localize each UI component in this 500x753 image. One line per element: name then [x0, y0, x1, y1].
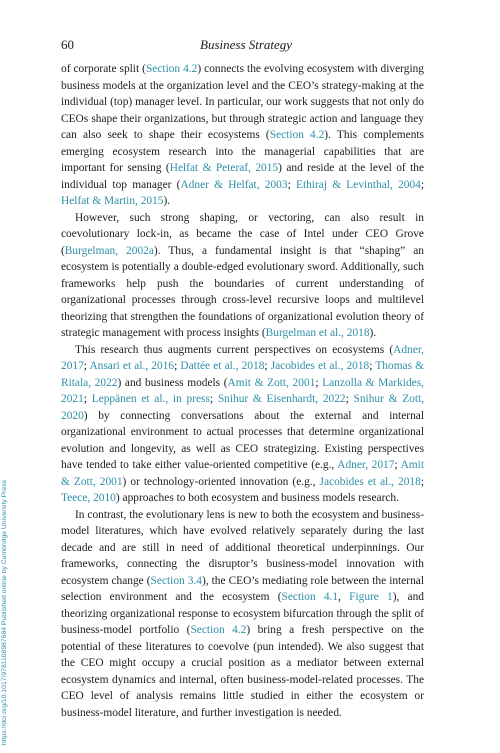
citation-link[interactable]: Lanzolla & Markides, 2021: [61, 376, 424, 405]
paragraph-text: ) connects the evolving ecosystem with diverging business models at the organization level and the CEO’s strategy-making at the individual (top) manager level. In particular, our work suggests that not only do CEOs shape their organizations, but through strategic action and language they can also seek to shape their ecosystems (: [61, 63, 425, 141]
publisher-note: Published online by Cambridge University Press: [1, 479, 8, 627]
paragraph-text: ,: [338, 591, 350, 603]
citation-link[interactable]: Thomas & Ritala, 2022: [61, 360, 425, 389]
citation-link[interactable]: Snihur & Zott, 2020: [61, 393, 425, 422]
paragraph-text: In contrast, the evolutionary lens is new to both the ecosystem and business-model literatures, which have evolved relatively separately during the last decade and are still in need of additional theoretical underpinnings. Our frameworks, connecting the disruptor’s business-model innovation with ecosystem change (: [61, 508, 424, 587]
citation-link[interactable]: Teece, 2010: [61, 492, 116, 504]
paragraph-text: ;: [315, 376, 323, 389]
citation-link[interactable]: Leppänen et al., in press: [91, 393, 210, 405]
citation-link[interactable]: Snihur & Eisenhardt, 2022: [217, 393, 346, 405]
citation-link[interactable]: Amit & Zott, 2001: [61, 459, 424, 488]
paragraph-text: ;: [174, 360, 181, 372]
paragraph-text: ;: [394, 459, 401, 471]
paragraph-text: ;: [420, 475, 424, 488]
body-text: [61, 61, 424, 721]
paragraph-text: However, such strong shaping, or vectoring, can also result in coevolutionary lock-in, as became the case of Intel under CEO Grove (: [61, 211, 424, 257]
citation-link[interactable]: Section 4.2: [269, 129, 325, 141]
paragraph-text: ) approaches to both ecosystem and business models research.: [115, 492, 399, 504]
paragraph-text: ;: [345, 393, 354, 405]
citation-link[interactable]: Adner, 2017: [337, 459, 395, 471]
paragraph-text: ). This complements emerging ecosystem research into the managerial capabilities that are important for sensing (: [61, 129, 424, 174]
citation-link[interactable]: Burgelman, 2002a: [64, 244, 154, 257]
side-note: [1, 480, 9, 745]
page-number: 60: [61, 37, 74, 52]
paragraph-text: ;: [369, 360, 376, 372]
paragraph-text: ;: [83, 393, 92, 405]
citation-link[interactable]: Dattée et al., 2018: [180, 360, 265, 372]
paragraph-text: ) or technology-oriented innovation (e.g.,: [122, 475, 320, 488]
citation-link[interactable]: Helfat & Peteraf, 2015: [169, 162, 279, 174]
paragraph: [61, 342, 424, 507]
citation-link[interactable]: Jacobides et al., 2018: [319, 475, 421, 488]
paragraph: [61, 507, 424, 722]
citation-link[interactable]: Ethiraj & Levinthal, 2004: [295, 178, 421, 191]
paragraph-text: ), and theorizing organizational response to ecosystem bifurcation through the split of business-model portfolio (: [61, 591, 424, 636]
citation-link[interactable]: Section 4.2: [190, 624, 247, 636]
citation-link[interactable]: Adner, 2017: [61, 343, 424, 372]
paragraph-text: ). Thus, a fundamental insight is that “shaping” an ecosystem is potentially a double-edged evolutionary sword. Additionally, such frameworks help push the boundaries of current understanding of organizational processes through cross-level recursive loops and multilevel theorizing that strengthen the foundations of organizational evolution theory of strategic management with process insights (: [61, 244, 424, 339]
citation-link[interactable]: Ansari et al., 2016: [89, 360, 175, 372]
paragraph-text: ;: [420, 178, 424, 191]
paragraph: [61, 61, 424, 210]
paragraph-text: ;: [264, 360, 271, 372]
citation-link[interactable]: Figure 1: [349, 591, 393, 603]
citation-link[interactable]: Amit & Zott, 2001: [227, 376, 316, 389]
citation-link[interactable]: Jacobides et al., 2018: [270, 360, 370, 372]
doi-link[interactable]: https://doi.org/10.1017/9781108987684: [1, 626, 8, 745]
citation-link[interactable]: Section 4.1: [281, 591, 339, 603]
paragraph-text: ;: [209, 393, 218, 405]
paragraph-text: ;: [287, 178, 296, 191]
paragraph-text: ) bring a fresh perspective on the potential of these literatures to coevolve (pun intended). We also suggest that the CEO might occupy a crucial position as a mediator between external ecosystem dynamics and internal, often business-model-related processes. The CEO level of analysis remains little studied in either the ecosystem or business-model literature, and further investigation is needed.: [61, 624, 424, 719]
paragraph-text: ).: [163, 195, 171, 207]
paragraph-text: ).: [369, 327, 377, 339]
paragraph: [61, 210, 424, 342]
citation-link[interactable]: Adner & Helfat, 2003: [180, 178, 288, 191]
citation-link[interactable]: Section 3.4: [150, 574, 202, 587]
paragraph-text: ) and business models (: [117, 376, 228, 389]
paragraph-text: ), the CEO’s mediating role between the internal selection environment and the ecosystem (: [61, 574, 424, 603]
citation-link[interactable]: Burgelman et al., 2018: [265, 327, 370, 339]
paragraph-text: of corporate split (: [61, 63, 146, 75]
paragraph-text: ) by connecting conversations about the external and internal organizational environment to actual processes that determine organizational evolution and longevity, as well as CEO strategizing. Existing perspectives have tended to take either value-oriented competitive (e.g.,: [61, 409, 424, 471]
paragraph-text: ;: [83, 360, 90, 372]
citation-link[interactable]: Section 4.2: [145, 63, 198, 75]
paragraph-text: This research thus augments current perspectives on ecosystems (: [75, 343, 394, 356]
running-head: Business Strategy: [200, 37, 293, 52]
paragraph-text: ) and reside at the level of the individual top manager (: [61, 162, 424, 191]
citation-link[interactable]: Helfat & Martin, 2015: [61, 195, 164, 207]
